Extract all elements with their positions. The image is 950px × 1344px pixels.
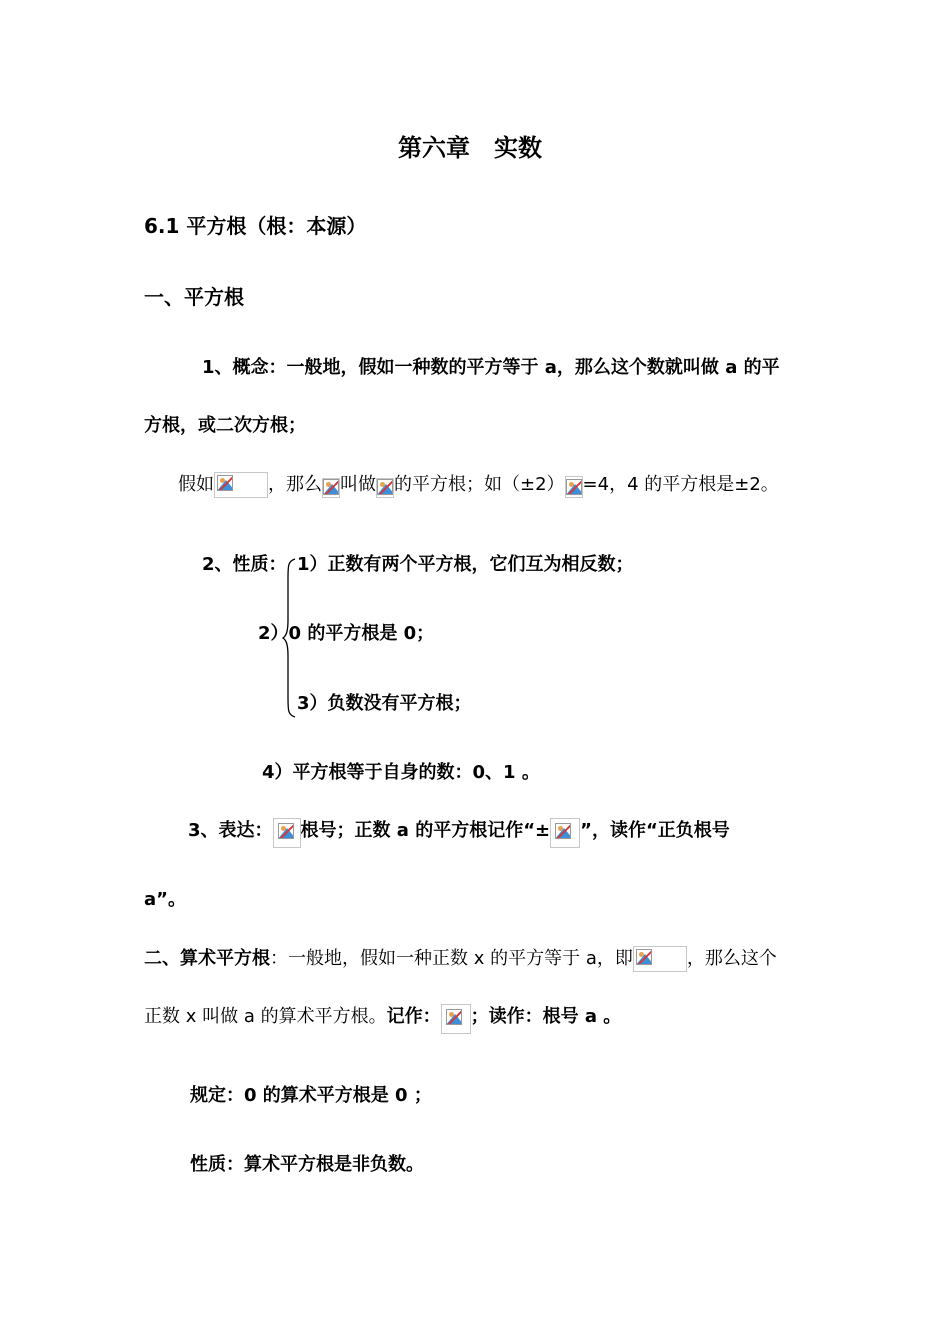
example-line <box>178 472 779 498</box>
part2-heading: 二、算术平方根 <box>144 948 270 969</box>
property-4: 4）平方根等于自身的数：0、1 。 <box>262 762 540 783</box>
example-text-4: 的平方根；如（±2） <box>394 474 565 495</box>
concept-line1: 1、概念：一般地，假如一种数的平方等于 a，那么这个数就叫做 a 的平 <box>202 357 780 378</box>
arith-root-line2 <box>144 1004 621 1034</box>
arith-text-1: ：一般地，假如一种正数 x 的平方等于 a，即 <box>270 948 633 969</box>
broken-image-icon <box>322 478 340 498</box>
example-text-2: ，那么 <box>268 474 322 495</box>
broken-image-icon <box>441 1004 471 1034</box>
expression-line2: a”。 <box>144 889 186 910</box>
arith-line2-text-2: 记作： <box>386 1006 441 1027</box>
expression-line <box>188 818 730 848</box>
arith-property: 性质：算术平方根是非负数。 <box>190 1154 424 1175</box>
property-2: 2）0 的平方根是 0； <box>258 623 435 644</box>
broken-image-icon <box>550 818 580 848</box>
property-3: 3）负数没有平方根； <box>297 693 472 714</box>
expression-text-1: 3、表达： <box>188 820 273 841</box>
broken-image-icon <box>214 472 268 498</box>
broken-image-icon <box>633 946 687 972</box>
arith-text-2: ，那么这个 <box>686 948 777 969</box>
expression-text-3: ”，读作“正负根号 <box>580 820 730 841</box>
example-text-3: 叫做 <box>340 474 376 495</box>
arith-rule: 规定：0 的算术平方根是 0 ； <box>190 1085 432 1106</box>
broken-image-icon <box>273 818 301 848</box>
example-text-1: 假如 <box>178 474 214 495</box>
concept-line2: 方根，或二次方根； <box>144 415 306 436</box>
expression-text-2: 根号；正数 a 的平方根记作“± <box>300 820 551 841</box>
page-title: 第六章 实数 <box>398 134 542 162</box>
property-1: 1）正数有两个平方根，它们互为相反数； <box>297 554 634 575</box>
properties-label: 2、性质： <box>202 554 287 575</box>
arith-root-line1 <box>144 946 777 972</box>
example-text-5: =4，4 的平方根是±2。 <box>582 474 779 495</box>
broken-image-icon <box>565 476 583 498</box>
arith-line2-text-3: ；读作：根号 a 。 <box>470 1006 622 1027</box>
part1-heading: 一、平方根 <box>144 285 244 309</box>
section-heading: 6.1 平方根（根：本源） <box>144 214 367 238</box>
arith-line2-text-1: 正数 x 叫做 a 的算术平方根。 <box>144 1006 387 1027</box>
broken-image-icon <box>376 478 394 498</box>
